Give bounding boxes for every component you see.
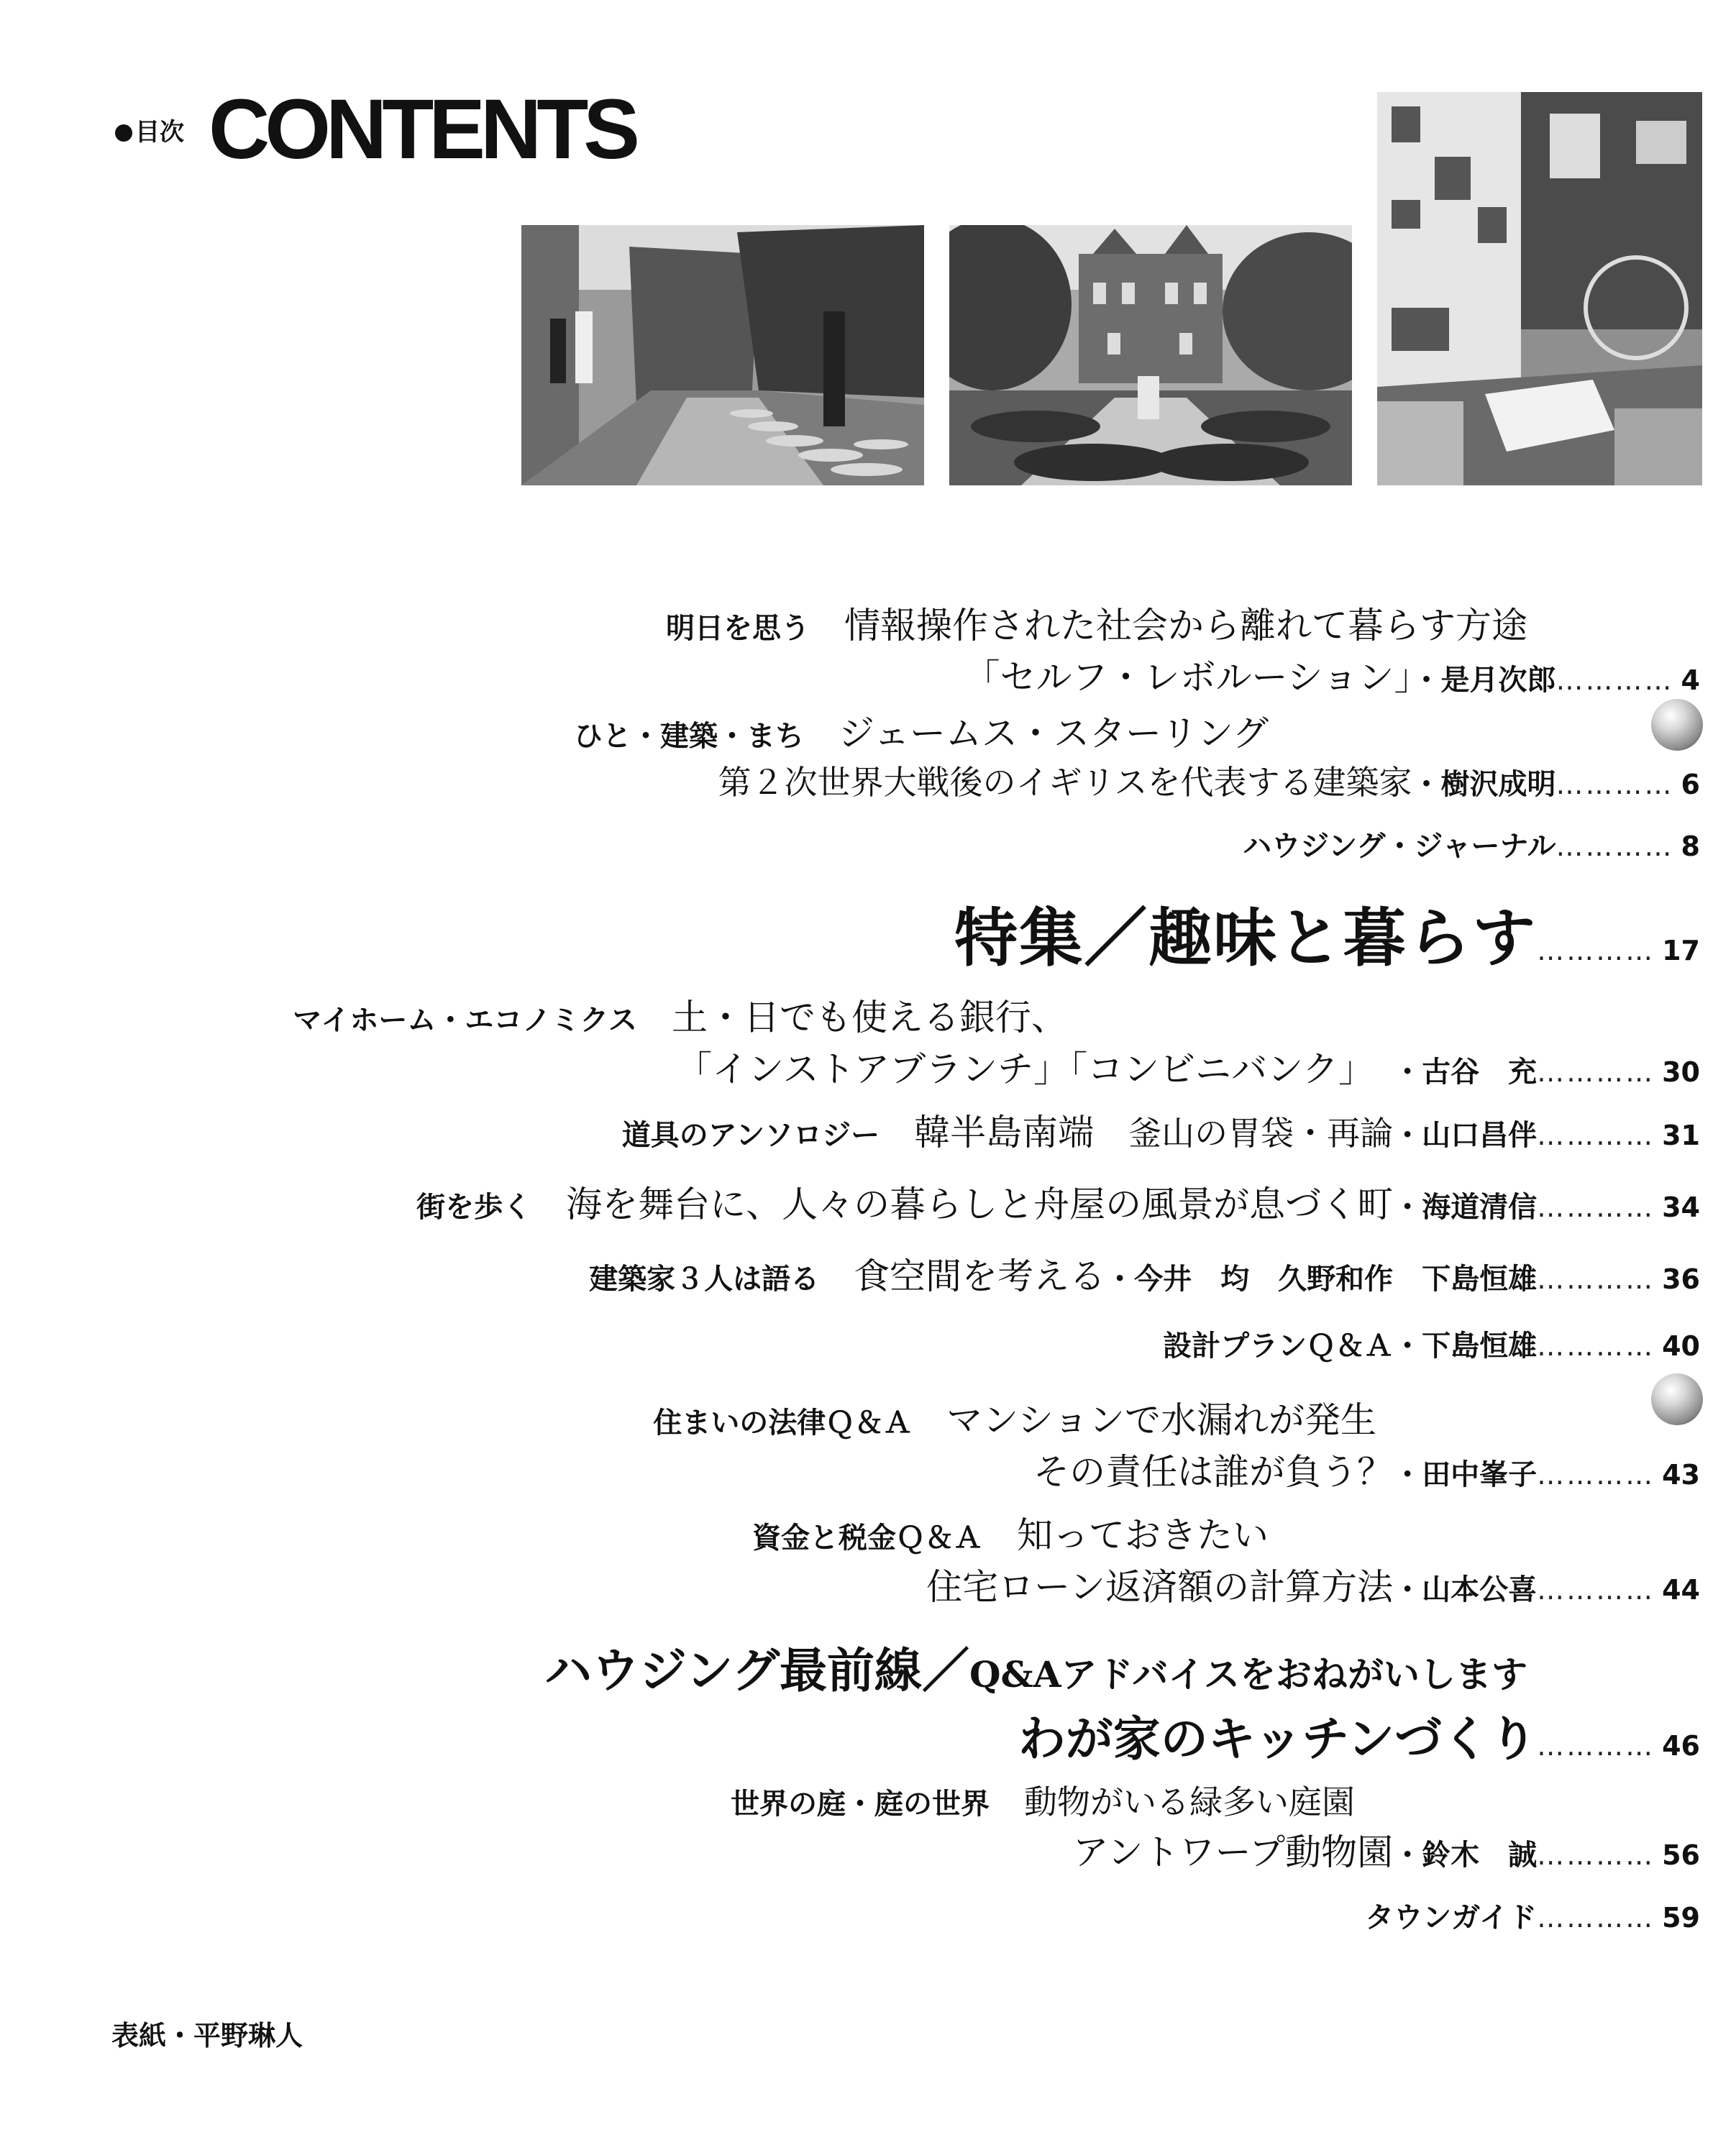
toc-page: 17	[1662, 935, 1700, 966]
toc-title: ハウジング最前線／	[544, 1642, 969, 1698]
toc-author: 山本公喜	[1422, 1573, 1538, 1606]
leader-dots: …………	[1537, 1574, 1655, 1606]
toc-title: 動物がいる緑多い庭園	[1024, 1783, 1355, 1821]
leader-dots: …………	[1537, 1459, 1655, 1491]
separator: ・	[1412, 664, 1441, 697]
toc-author: 海道清信	[1422, 1191, 1538, 1224]
interior-photo	[1377, 92, 1702, 485]
toc-subtitle: 住宅ローン返済額の計算方法	[926, 1566, 1394, 1608]
toc-subtitle: わが家のキッチンづくり	[1018, 1711, 1538, 1767]
toc-subtitle: 第２次世界大戦後のイギリスを代表する建築家	[718, 763, 1412, 802]
toc-author: 今井 均 久野和作 下島恒雄	[1134, 1263, 1538, 1296]
toc-title: マンションで水漏れが発生	[946, 1399, 1376, 1441]
leader-dots: …………	[1555, 769, 1674, 800]
leader-dots: …………	[1537, 935, 1655, 966]
page-title: CONTENTS	[209, 82, 635, 177]
toc-entry-shikin-zeikin[interactable]	[752, 1506, 1700, 1610]
toc-page: 4	[1681, 664, 1700, 696]
toc-subtitle-small: Q&Aアドバイスをおねがいします	[969, 1653, 1527, 1696]
leader-dots: …………	[1537, 1902, 1655, 1934]
toc-category: 世界の庭・庭の世界	[731, 1788, 990, 1821]
toc-page: 34	[1662, 1191, 1700, 1223]
header-label	[115, 112, 184, 147]
toc-page: 43	[1662, 1459, 1700, 1491]
sphere-icon	[1651, 1373, 1703, 1425]
toc-page: 36	[1662, 1263, 1700, 1295]
separator: ・	[1393, 1458, 1422, 1491]
leader-dots: …………	[1537, 1120, 1655, 1151]
toc-title: 食空間を考える	[854, 1255, 1106, 1297]
separator: ・	[1393, 1330, 1422, 1363]
toc-entry-sekai-no-niwa[interactable]	[731, 1776, 1700, 1875]
toc-entry-asu[interactable]	[666, 597, 1700, 700]
toc-page: 56	[1662, 1839, 1700, 1871]
separator: ・	[1393, 1573, 1422, 1606]
toc-author: 古谷 充	[1422, 1056, 1538, 1089]
toc-author: 是月次郎	[1440, 664, 1556, 697]
toc-subtitle: アントワープ動物園	[1072, 1831, 1394, 1873]
toc-feature-title: 特集／趣味と暮らす	[954, 900, 1538, 975]
toc-subtitle: その責任は誰が負う？	[1033, 1451, 1394, 1493]
toc-page: 6	[1681, 769, 1700, 800]
leader-dots: …………	[1537, 1191, 1655, 1223]
toc-category: 住まいの法律Ｑ＆Ａ	[653, 1406, 913, 1440]
toc-entry-sekkei-plan[interactable]	[1163, 1323, 1700, 1364]
toc-title: 海を舞台に、人々の暮らしと舟屋の風景が息づく町	[566, 1184, 1394, 1225]
toc-category: 明日を思う	[666, 612, 810, 645]
toc-title: 韓半島南端	[914, 1112, 1095, 1153]
toc-entry-housing-saizensen[interactable]	[544, 1632, 1700, 1769]
separator: ・	[1393, 1119, 1422, 1152]
toc-entry-machi-wo-aruku[interactable]	[416, 1176, 1700, 1227]
toc-category: 建築家３人は語る	[589, 1263, 820, 1296]
bullet-icon	[115, 124, 132, 142]
toc-title: タウンガイド	[1365, 1901, 1538, 1934]
toc-subtitle: 「インストアブランチ」「コンビニバンク」	[676, 1048, 1375, 1090]
toc-entry-dougu[interactable]	[622, 1104, 1700, 1156]
toc-page: 46	[1662, 1730, 1700, 1762]
garden-photo	[949, 225, 1352, 485]
sphere-icon	[1651, 699, 1703, 751]
toc-category: 道具のアンソロジー	[621, 1119, 880, 1152]
toc-entry-kenchikuka[interactable]	[589, 1248, 1700, 1299]
fish-market-photo	[521, 225, 924, 485]
toc-subtitle: 「セルフ・レボルーション」	[964, 657, 1412, 698]
toc-page: 44	[1662, 1574, 1700, 1606]
separator: ・	[1393, 1056, 1422, 1089]
header-label-text: 目次	[135, 118, 184, 147]
toc-author: 樹沢成明	[1440, 768, 1556, 801]
toc-entry-town-guide[interactable]	[1365, 1895, 1700, 1936]
leader-dots: …………	[1555, 664, 1674, 696]
toc-author: 山口昌伴	[1422, 1119, 1538, 1152]
toc-entry-feature[interactable]	[954, 888, 1700, 979]
toc-entry-houritsu[interactable]	[653, 1391, 1700, 1495]
toc-title: 設計プランＱ＆Ａ	[1163, 1330, 1394, 1363]
toc-subtitle: 釜山の胃袋・再論	[1128, 1114, 1394, 1153]
separator: ・	[1393, 1191, 1422, 1224]
leader-dots: …………	[1537, 1056, 1655, 1088]
separator: ・	[1393, 1839, 1422, 1872]
toc-entry-housing-journal[interactable]	[1243, 823, 1700, 864]
separator: ・	[1105, 1263, 1135, 1296]
toc-title: ジェームス・スターリング	[839, 713, 1269, 754]
toc-author: 田中峯子	[1422, 1458, 1538, 1491]
toc-category: ひと・建築・まち	[574, 720, 804, 753]
toc-title: 土・日でも使える銀行、	[672, 997, 1067, 1038]
leader-dots: …………	[1537, 1839, 1655, 1871]
toc-title: ハウジング・ジャーナル	[1243, 830, 1556, 863]
toc-author: 下島恒雄	[1422, 1330, 1538, 1363]
toc-category: 資金と税金Ｑ＆Ａ	[752, 1522, 982, 1555]
toc-entry-myhome-economics[interactable]	[293, 989, 1700, 1092]
leader-dots: …………	[1537, 1730, 1655, 1762]
toc-page: 31	[1662, 1120, 1700, 1151]
separator: ・	[1412, 768, 1441, 801]
leader-dots: …………	[1537, 1263, 1655, 1295]
toc-page: 59	[1662, 1902, 1700, 1934]
leader-dots: …………	[1537, 1330, 1655, 1362]
toc-category: 街を歩く	[416, 1191, 532, 1224]
toc-author: 鈴木 誠	[1422, 1839, 1538, 1872]
toc-category: マイホーム・エコノミクス	[293, 1004, 637, 1037]
toc-entry-hito-kenchiku-machi[interactable]	[574, 705, 1700, 804]
toc-title: 情報操作された社会から離れて暮らす方途	[844, 605, 1527, 646]
leader-dots: …………	[1555, 831, 1674, 862]
contents-header	[115, 79, 690, 180]
toc-page: 8	[1681, 831, 1700, 862]
toc-page: 40	[1662, 1330, 1700, 1362]
cover-credit: 表紙・平野琳人	[111, 2020, 303, 2051]
toc-title: 知っておきたい	[1017, 1514, 1269, 1556]
toc-page: 30	[1662, 1056, 1700, 1088]
